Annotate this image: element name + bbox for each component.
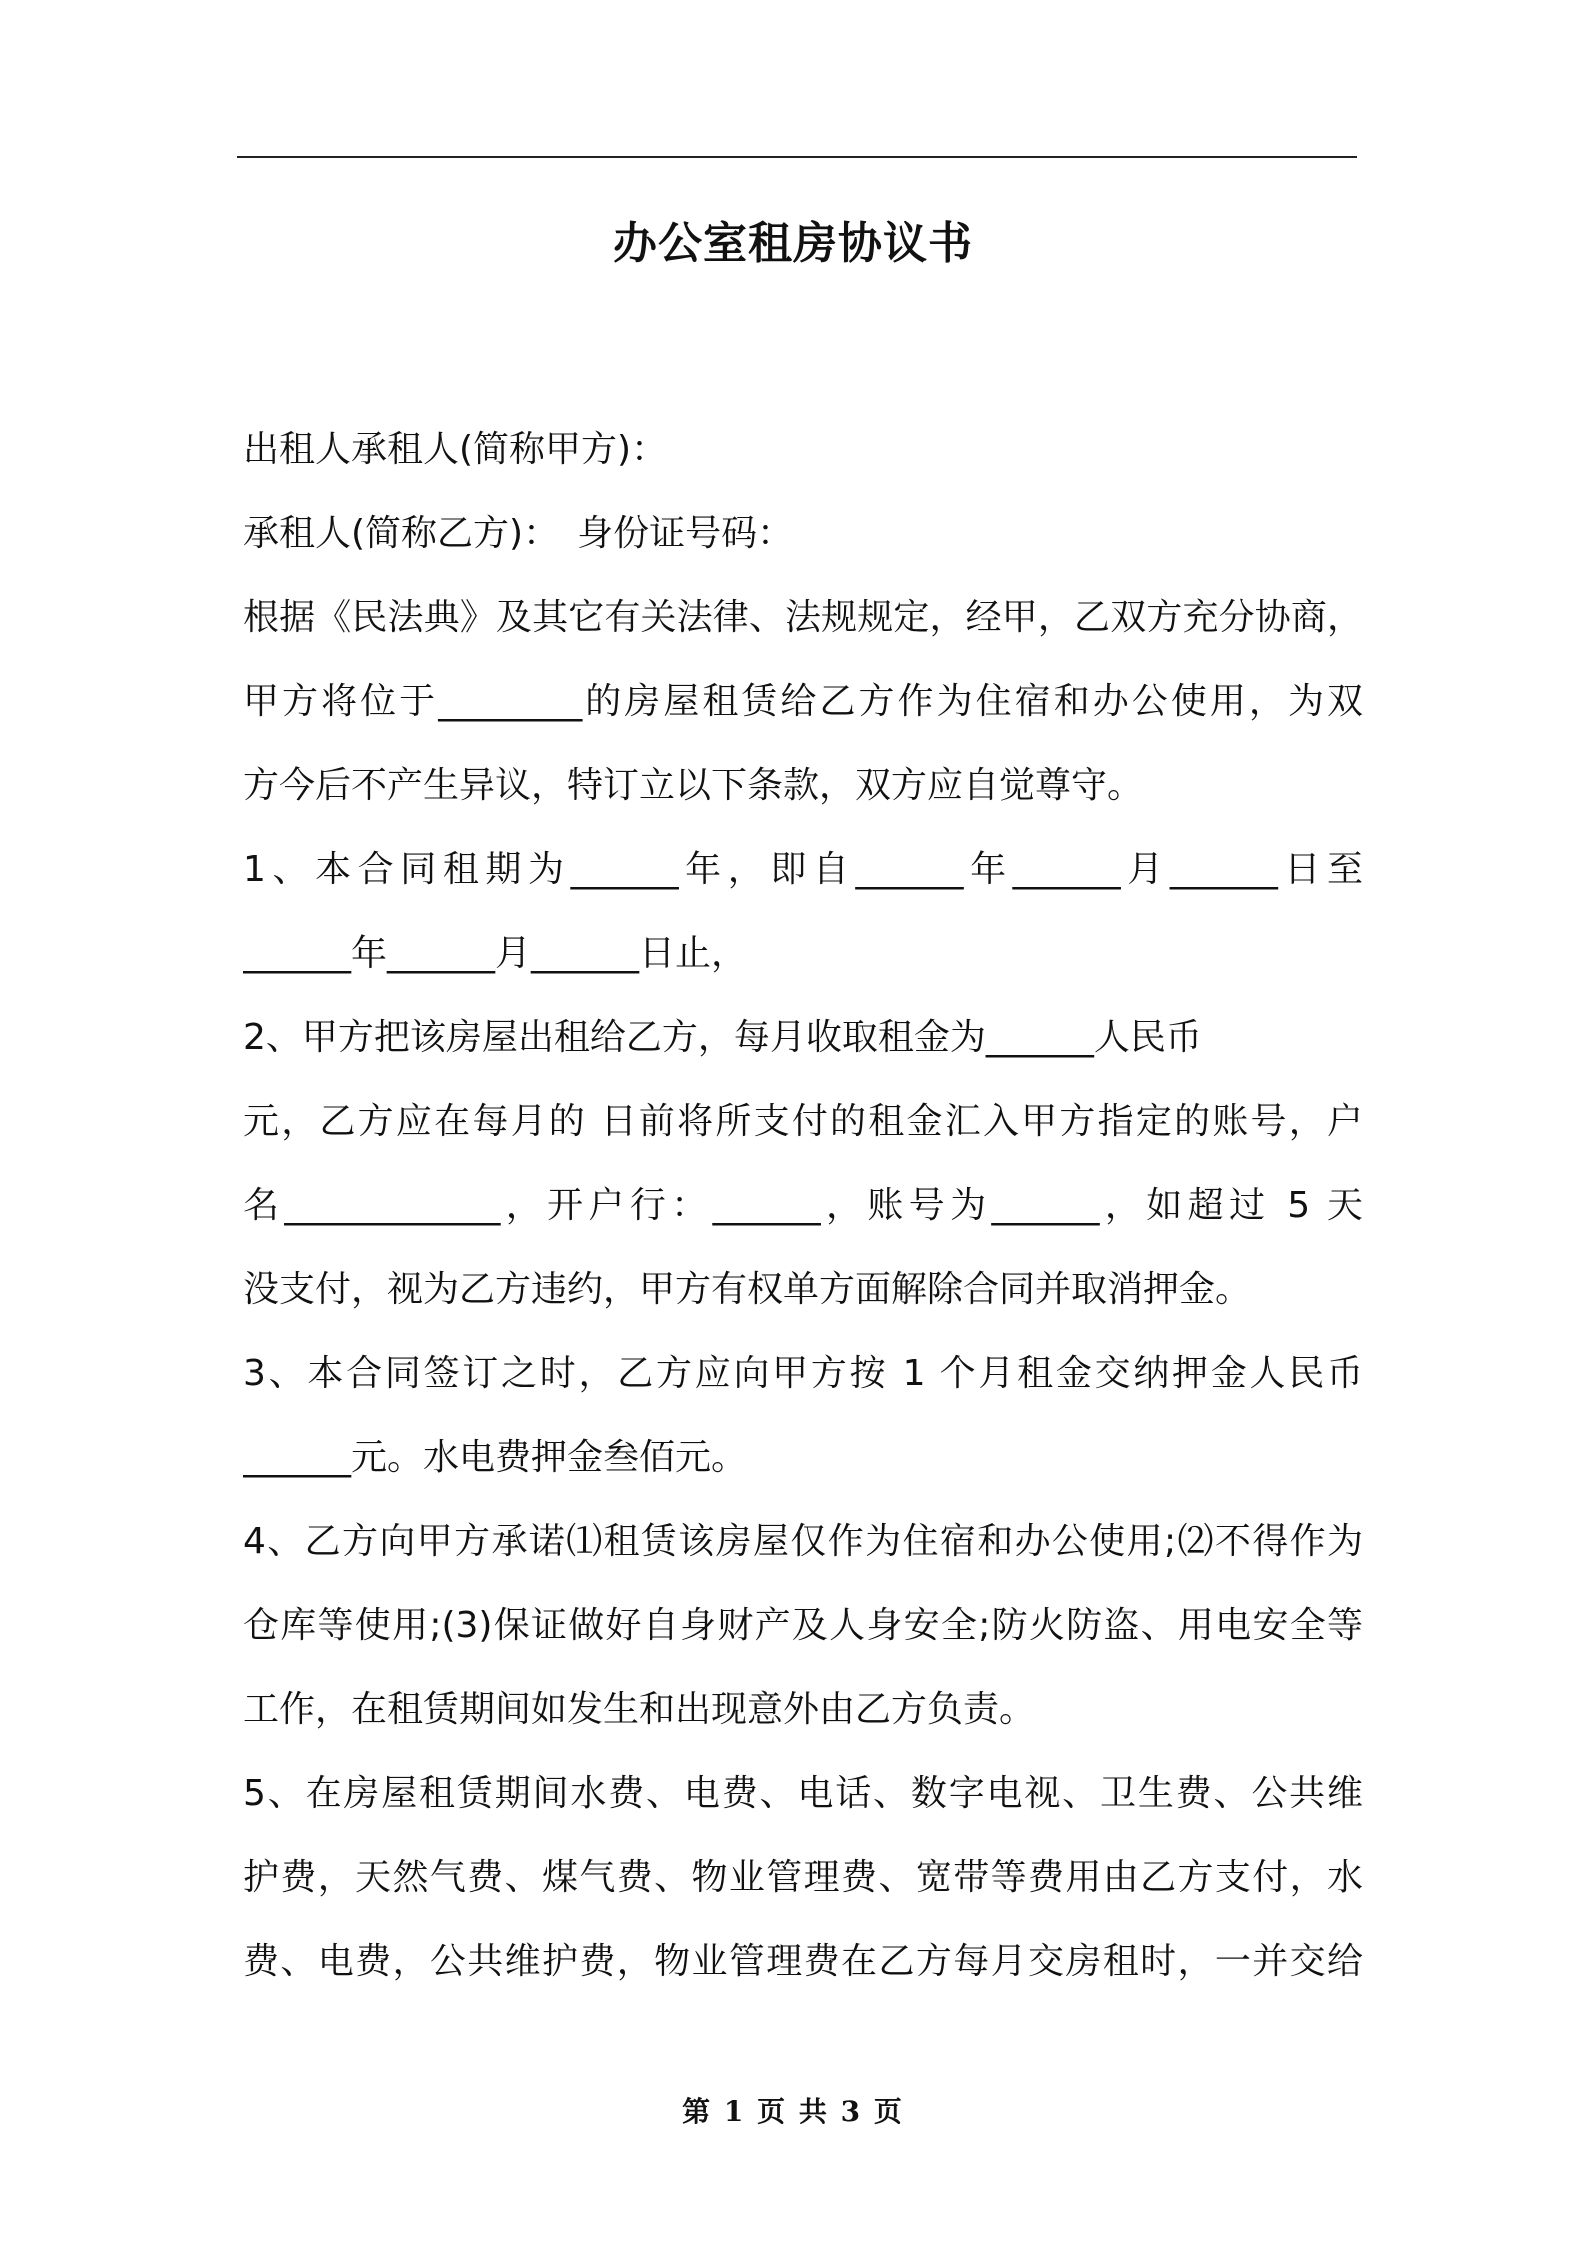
document-body	[243, 408, 1363, 2004]
page-number-footer: 第 1 页 共 3 页	[682, 2095, 904, 2128]
body-line: 根据《民法典》及其它有关法律、法规规定，经甲，乙双方充分协商，	[243, 597, 1363, 638]
body-line: 5、在房屋租赁期间水费、电费、电话、数字电视、卫生费、公共维	[243, 1773, 1363, 1814]
body-line: 仓库等使用;(3)保证做好自身财产及人身安全;防火防盗、用电安全等	[243, 1605, 1363, 1646]
document-title: 办公室租房协议书	[613, 218, 973, 269]
body-line: 方今后不产生异议，特订立以下条款，双方应自觉尊守。	[243, 765, 1144, 806]
body-line: 没支付，视为乙方违约，甲方有权单方面解除合同并取消押金。	[243, 1269, 1252, 1310]
body-line: 3、本合同签订之时，乙方应向甲方按 1 个月租金交纳押金人民币	[243, 1353, 1363, 1394]
body-line: 费、电费，公共维护费，物业管理费在乙方每月交房租时，一并交给	[243, 1941, 1363, 1982]
body-line: 工作，在租赁期间如发生和出现意外由乙方负责。	[243, 1689, 1036, 1730]
body-line: 出租人承租人(简称甲方)：	[243, 429, 668, 470]
body-line: 1、本合同租期为______年，即自______年______月______日至	[243, 849, 1363, 890]
body-line: 2、甲方把该房屋出租给乙方，每月收取租金为______人民币	[243, 1017, 1202, 1058]
body-line: 名____________，开户行：______，账号为______，如超过 5 天	[243, 1185, 1363, 1226]
body-line: 护费，天然气费、煤气费、物业管理费、宽带等费用由乙方支付，水	[243, 1857, 1363, 1898]
body-line: ______元。水电费押金叁佰元。	[243, 1437, 748, 1478]
header-rule	[237, 156, 1357, 158]
body-line: 元，乙方应在每月的 日前将所支付的租金汇入甲方指定的账号，户	[243, 1101, 1363, 1142]
body-line: 承租人(简称乙方)： 身份证号码：	[243, 513, 794, 554]
body-line: 甲方将位于________的房屋租赁给乙方作为住宿和办公使用，为双	[243, 681, 1363, 722]
body-line: ______年______月______日止，	[243, 933, 748, 974]
body-line: 4、乙方向甲方承诺⑴租赁该房屋仅作为住宿和办公使用;⑵不得作为	[243, 1521, 1363, 1562]
